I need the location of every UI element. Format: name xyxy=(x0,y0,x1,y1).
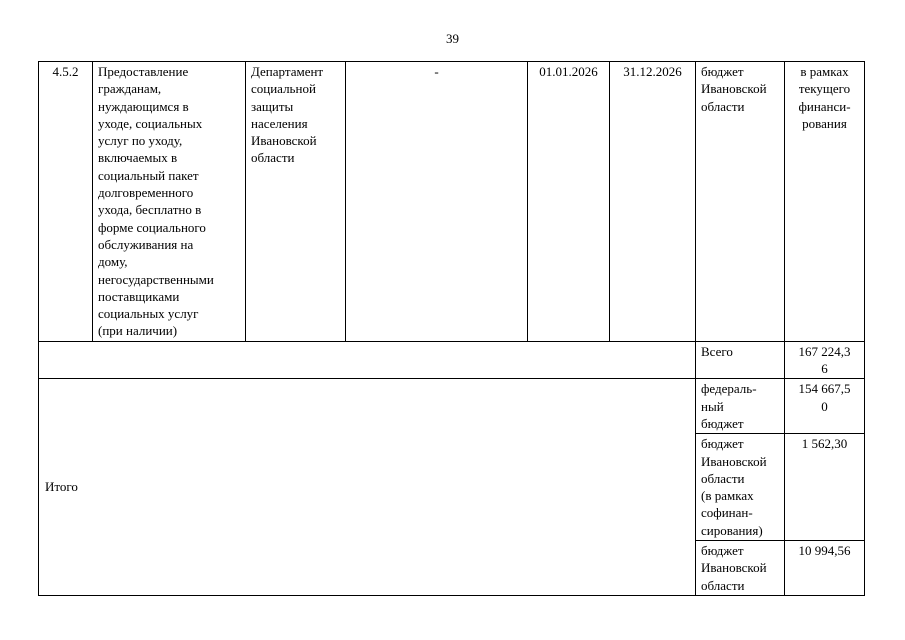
result-cell: - xyxy=(346,62,528,342)
end-date-cell: 31.12.2026 xyxy=(610,62,696,342)
itogo-value-federal: 154 667,5 0 xyxy=(785,379,865,434)
table-row xyxy=(39,62,865,342)
total-value: 167 224,3 6 xyxy=(785,341,865,379)
funding-amount-cell: в рамках текущего финанси- рования xyxy=(785,62,865,342)
total-empty-cell xyxy=(39,341,696,379)
itogo-source-cofinancing: бюджет Ивановской области (в рамках софинан- сирования) xyxy=(696,434,785,541)
funding-source-cell: бюджет Ивановской области xyxy=(696,62,785,342)
page-number: 39 xyxy=(446,31,459,46)
itogo-source-federal: федераль- ный бюджет xyxy=(696,379,785,434)
program-table xyxy=(38,61,865,596)
start-date-cell: 01.01.2026 xyxy=(528,62,610,342)
itogo-source-regional: бюджет Ивановской области xyxy=(696,541,785,596)
row-number-cell: 4.5.2 xyxy=(39,62,93,342)
measure-name-cell: Предоставление гражданам, нуждающимся в уходе, социальных услуг по уходу, включаемых в социальный пакет долговременного ухода, бесплатно в форме социального обслуживания на дому, негосударственными поставщиками социальных услуг (при наличии) xyxy=(93,62,246,342)
executor-cell: Департамент социальной защиты населения Ивановской области xyxy=(246,62,346,342)
total-row xyxy=(39,341,865,379)
itogo-row xyxy=(39,379,865,434)
total-label: Всего xyxy=(696,341,785,379)
itogo-label: Итого xyxy=(39,379,696,596)
itogo-value-regional: 10 994,56 xyxy=(785,541,865,596)
itogo-value-cofinancing: 1 562,30 xyxy=(785,434,865,541)
